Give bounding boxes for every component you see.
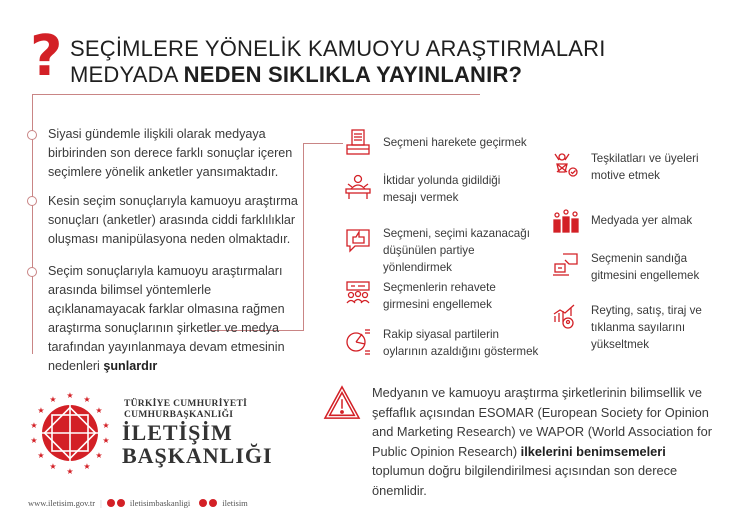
emblem-logo-icon xyxy=(27,390,113,476)
logo-line-1: TÜRKİYE CUMHURİYETİ xyxy=(124,399,248,409)
frame-line-top xyxy=(32,94,480,95)
page-title xyxy=(70,36,606,88)
reason-item xyxy=(551,302,721,353)
svg-text:★: ★ xyxy=(49,462,57,471)
reason-item xyxy=(551,250,721,284)
warning-bold: ilkelerini benimsemeleri xyxy=(520,443,666,459)
svg-text:★: ★ xyxy=(49,395,57,404)
reason-item xyxy=(343,225,543,276)
bullet-dot xyxy=(27,130,37,140)
website-link[interactable]: www.iletisim.gov.tr xyxy=(28,498,96,508)
title-regular: MEDYADA xyxy=(70,62,184,87)
youtube-icon[interactable] xyxy=(209,499,217,507)
reason-label: Rakip siyasal partilerin oylarının azaldığını göstermek xyxy=(383,328,539,358)
point-3-text: Seçim sonuçlarıyla kamuoyu araştırmaları arasında bilimsel yöntemlerle açıklanamayacak farklar olmasına rağmen araştırma sonuçlarının şirketler ve medya tarafından yayınlanmaya devam etmesinin nedenleri xyxy=(48,264,285,373)
facebook-icon[interactable] xyxy=(107,499,115,507)
svg-text:★: ★ xyxy=(83,462,91,471)
svg-text:★: ★ xyxy=(66,391,74,400)
reason-item xyxy=(343,279,543,313)
motivated-member-icon xyxy=(551,150,581,180)
point-3-bold: şunlardır xyxy=(103,359,158,373)
warning-text-2: toplumun doğru bilgilendirilmesi açısından son derece önemlidir. xyxy=(372,463,678,498)
frame-line-connector xyxy=(303,143,343,144)
point-1: Siyasi gündemle ilişkili olarak medyaya birbirinden son derece farklı sonuçlar içeren seçimlere yönelik anketler yansımaktadır. xyxy=(48,127,293,179)
warning-text xyxy=(372,383,717,500)
bullet-dot xyxy=(27,196,37,206)
reason-label: Seçmeni harekete geçirmek xyxy=(383,136,527,149)
reason-item xyxy=(343,326,543,360)
reason-label: İktidar yolunda gidildiği mesajı vermek xyxy=(383,174,501,204)
instagram-icon[interactable] xyxy=(117,499,125,507)
logo-subtitle xyxy=(124,399,247,421)
voters-checklist-icon xyxy=(343,279,373,309)
title-bold: NEDEN SIKLIKLA YAYINLANIR? xyxy=(183,62,523,87)
pie-chart-icon xyxy=(343,326,373,356)
reason-label: Seçmenin sandığa gitmesini engellemek xyxy=(591,252,700,282)
separator: | xyxy=(100,498,102,508)
reason-item xyxy=(343,128,543,158)
social-handle-2[interactable]: iletisim xyxy=(222,498,248,508)
social-handle-1[interactable]: iletisimbaskanligi xyxy=(129,498,191,508)
question-mark-icon: ? xyxy=(30,24,63,89)
reason-item xyxy=(343,172,543,206)
point-3 xyxy=(48,262,308,376)
reason-label: Medyada yer almak xyxy=(591,214,693,227)
warning-triangle-icon xyxy=(323,385,361,421)
svg-text:★: ★ xyxy=(30,436,38,445)
logo-line-3: İLETİŞİM xyxy=(122,420,233,445)
svg-text:★: ★ xyxy=(66,467,74,476)
logo-line-4: BAŞKANLIĞI xyxy=(122,443,273,468)
reason-label: Seçmeni, seçimi kazanacağı düşünülen partiye yönlendirmek xyxy=(383,227,530,274)
reason-item xyxy=(551,150,721,184)
svg-text:★: ★ xyxy=(30,421,38,430)
twitter-icon[interactable] xyxy=(199,499,207,507)
logo-title xyxy=(122,421,273,467)
reason-item xyxy=(551,205,721,235)
thumbs-up-speech-icon xyxy=(343,225,373,255)
footer xyxy=(28,498,248,508)
reason-label: Teşkilatları ve üyeleri motive etmek xyxy=(591,152,699,182)
title-line-2 xyxy=(70,62,606,88)
logo-line-2: CUMHURBAŞKANLIĞI xyxy=(124,410,234,420)
warning-text-1: Medyanın ve kamuoyu araştırma şirketlerinin bilimsellik ve şeffaflık açısından ESOMAR (European Society for Opinion and Marketing Research) ve WAPOR (World Association for Public Opinion Research) xyxy=(372,385,712,459)
reason-label: Seçmenlerin rehavete girmesini engellemek xyxy=(383,281,496,311)
svg-text:★: ★ xyxy=(83,395,91,404)
speaker-podium-icon xyxy=(343,172,373,202)
svg-text:★: ★ xyxy=(37,406,45,415)
svg-text:★: ★ xyxy=(37,451,45,460)
bullet-dot xyxy=(27,267,37,277)
svg-text:★: ★ xyxy=(102,436,110,445)
svg-text:★: ★ xyxy=(95,451,103,460)
rating-chart-icon xyxy=(551,302,581,332)
point-2: Kesin seçim sonuçlarıyla kamuoyu araştırma sonuçları (anketler) arasında ciddi farklılıklar oluşması manipülasyona neden olmaktadır. xyxy=(48,194,298,246)
svg-text:★: ★ xyxy=(102,421,110,430)
title-line-1: SEÇİMLERE YÖNELİK KAMUOYU ARAŞTIRMALARI xyxy=(70,36,606,61)
reason-label: Reyting, satış, tiraj ve tıklanma sayılarını yükseltmek xyxy=(591,304,702,351)
hand-ballot-icon xyxy=(551,250,581,280)
people-stacks-icon xyxy=(551,205,581,235)
ballot-box-icon xyxy=(343,128,373,158)
svg-text:★: ★ xyxy=(95,406,103,415)
